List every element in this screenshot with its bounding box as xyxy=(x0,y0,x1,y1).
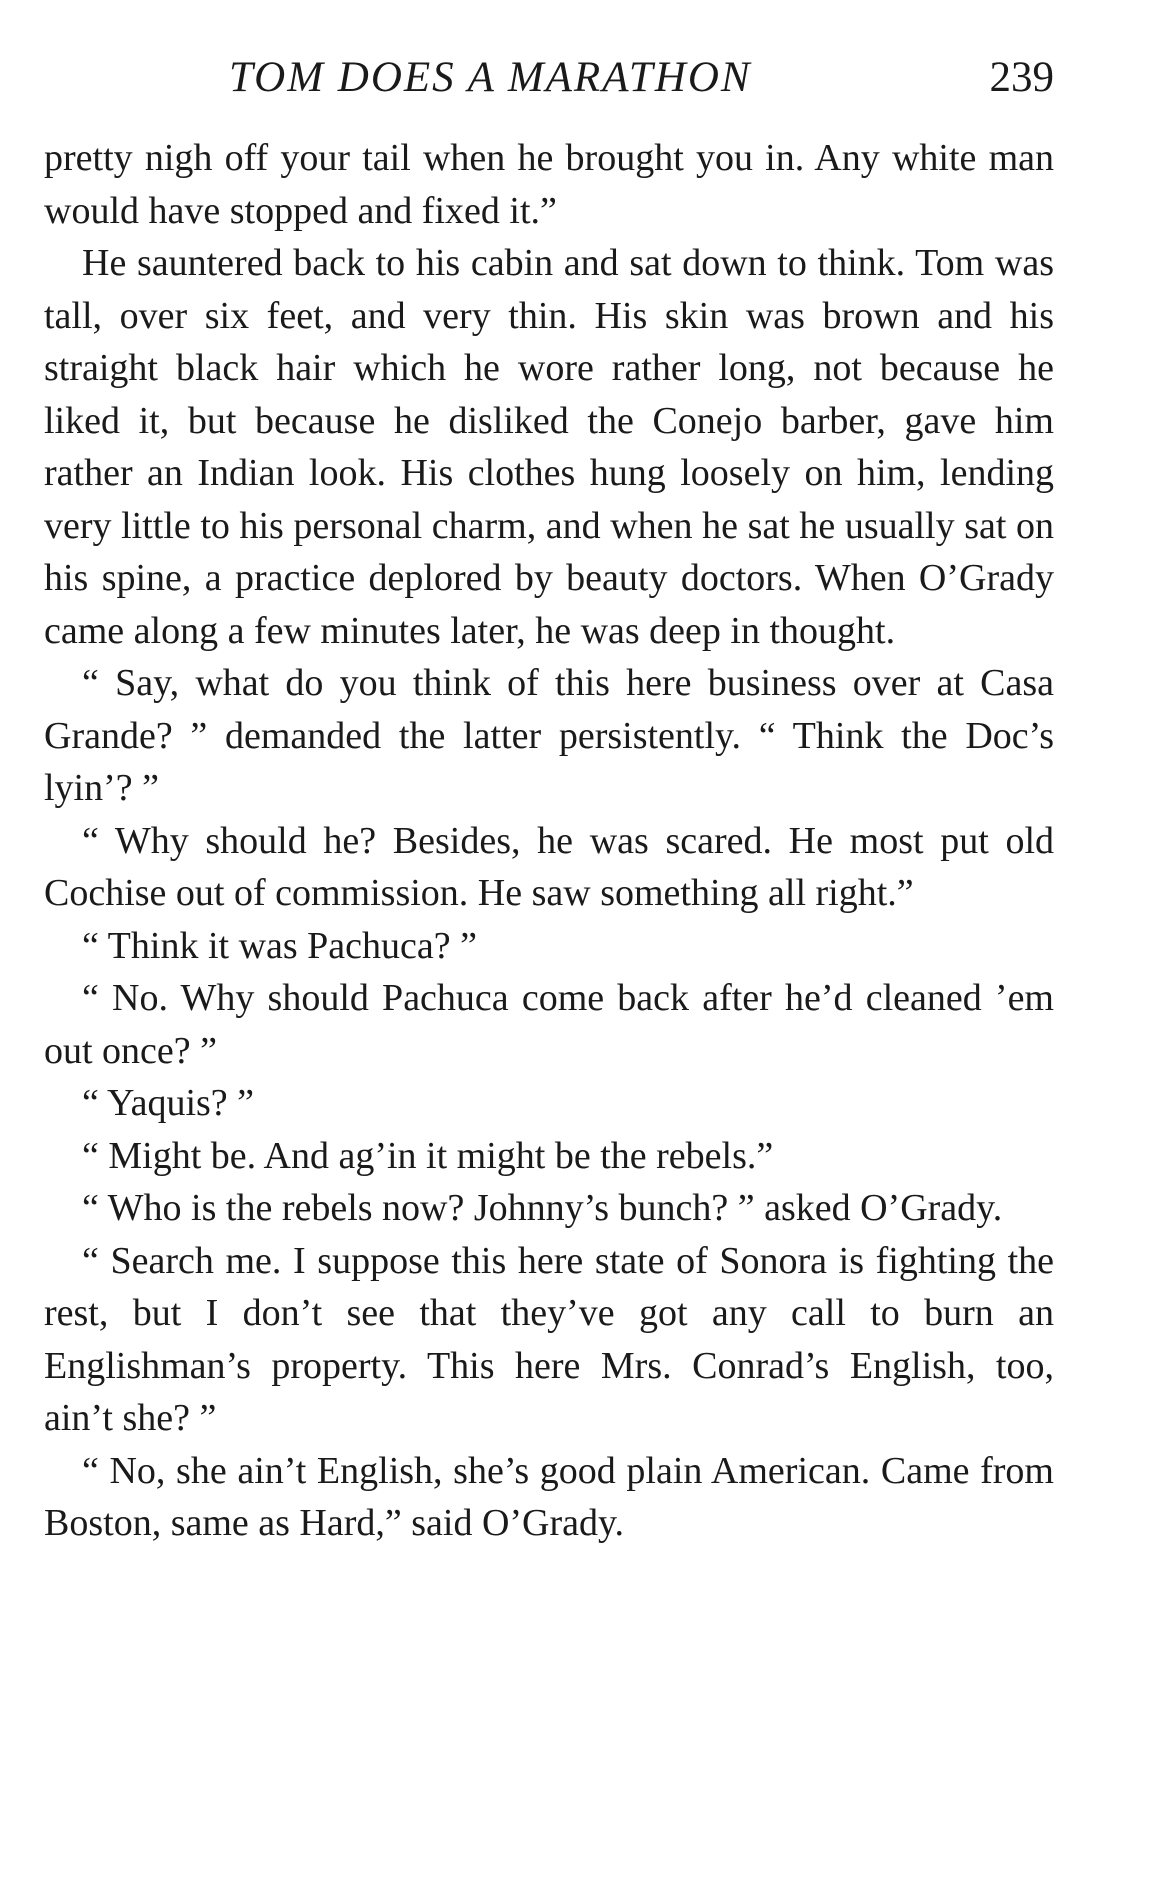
dialogue-paragraph: “ No, she ain’t English, she’s good plain American. Came from Boston, same as Hard,” said O’Grady. xyxy=(44,1449,1054,1544)
dialogue-paragraph: “ Say, what do you think of this here business over at Casa Grande? ” demanded the latter persistently. “ Think the Doc’s lyin’? ” xyxy=(44,662,1054,809)
dialogue-paragraph: “ No. Why should Pachuca come back after he’d cleaned ’em out once? ” xyxy=(44,977,1054,1072)
dialogue-paragraph: “ Why should he? Besides, he was scared. He most put old Cochise out of commission. He saw something all right.” xyxy=(44,819,1054,914)
dialogue-paragraph: “ Think it was Pachuca? ” xyxy=(82,924,477,967)
paragraph-continuation: pretty nigh off your tail when he brought you in. Any white man would have stopped and fixed it.” xyxy=(44,137,1054,232)
dialogue-paragraph: “ Search me. I suppose this here state of Sonora is fighting the rest, but I don’t see that they’ve got any call to burn an Englishman’s property. This here Mrs. Conrad’s English, too, ain’t she? ” xyxy=(44,1239,1054,1439)
page-header xyxy=(44,48,1054,108)
paragraph: He sauntered back to his cabin and sat down to think. Tom was tall, over six feet, and very thin. His skin was brown and his straight black hair which he wore rather long, not because he liked it, but because he disliked the Conejo barber, gave him rather an Indian look. His clothes hung loosely on him, lending very little to his personal charm, and when he sat he usually sat on his spine, a practice deplored by beauty doctors. When O’Grady came along a few minutes later, he was deep in thought. xyxy=(44,242,1054,652)
dialogue-paragraph: “ Who is the rebels now? Johnny’s bunch? ” asked O’Grady. xyxy=(82,1187,1003,1229)
dialogue-paragraph: “ Might be. And ag’in it might be the rebels.” xyxy=(82,1134,774,1177)
running-title: TOM DOES A MARATHON xyxy=(229,54,752,101)
page-number: 239 xyxy=(989,54,1054,101)
body-text xyxy=(44,132,1054,1550)
dialogue-paragraph: “ Yaquis? ” xyxy=(82,1082,255,1124)
